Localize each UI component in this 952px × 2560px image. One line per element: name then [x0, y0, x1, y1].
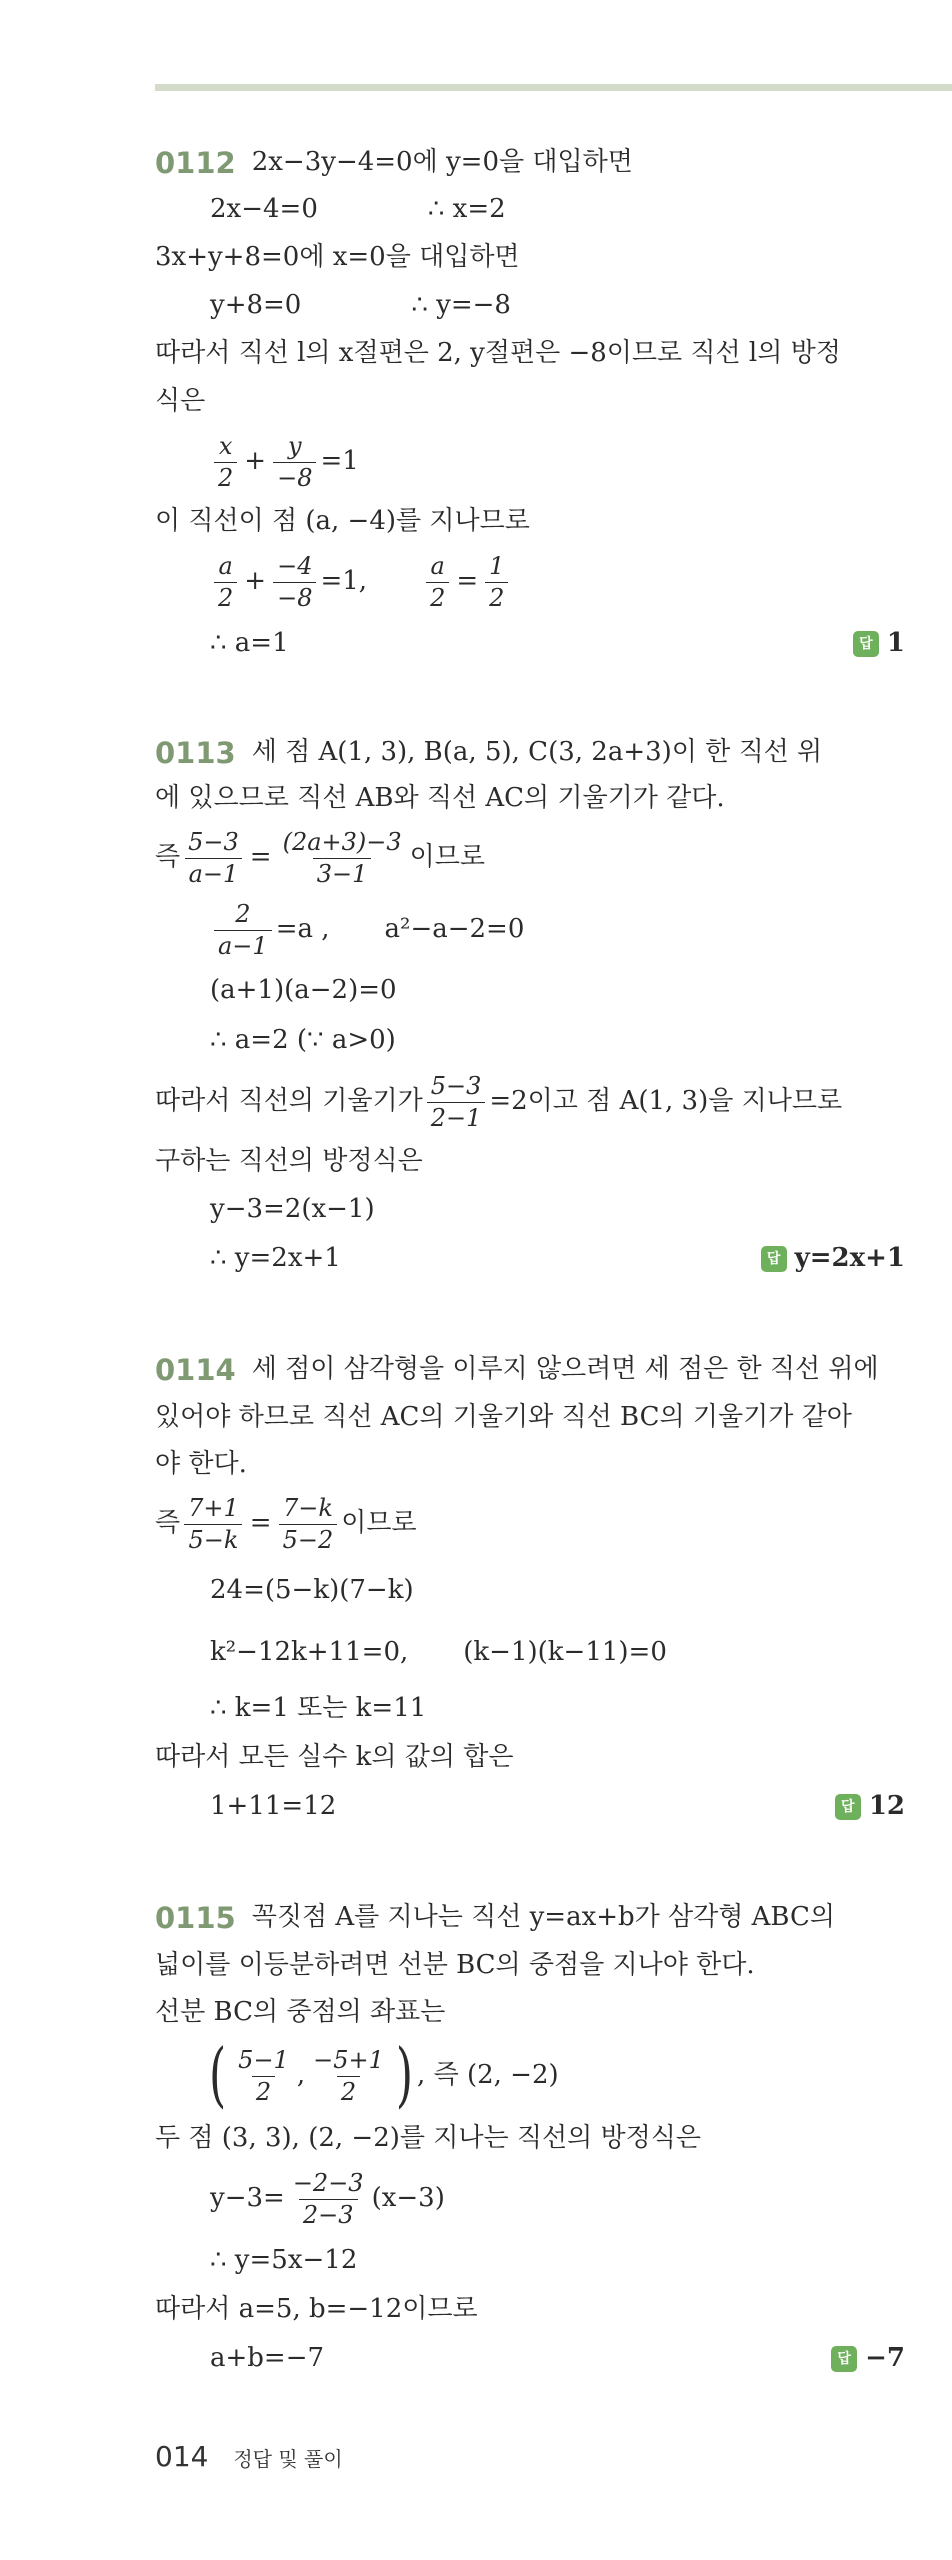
answer-badge: 답 [831, 2346, 857, 2372]
numerator: y [287, 431, 302, 460]
text-line [155, 776, 905, 822]
equation: 1+11=12 [210, 1791, 337, 1822]
equation-line [155, 1234, 905, 1284]
fraction [214, 432, 237, 493]
text: 식은 [155, 386, 206, 417]
equation: ∴ k=1 또는 k=11 [210, 1693, 427, 1724]
equation: ∴ y=2x+1 [210, 1243, 341, 1274]
fraction [214, 900, 272, 961]
text-line: 세 점 A(1, 3), B(a, 5), C(3, 2a+3)이 한 직선 위 [251, 737, 823, 768]
text: 넓이를 이등분하려면 선분 BC의 중점을 지나야 한다. [155, 1950, 755, 1981]
text: 야 한다. [155, 1449, 247, 1480]
answer [761, 1243, 905, 1274]
problem-0115-header [155, 1894, 905, 1942]
equation: 2x−4=0 [210, 194, 318, 225]
text: 따라서 직선 l의 x절편은 2, y절편은 −8이므로 직선 l의 방정 [155, 338, 841, 369]
numerator: 1 [489, 551, 505, 580]
equation-line [155, 618, 905, 670]
denominator: 2 [252, 2076, 275, 2107]
equation: 24=(5−k)(7−k) [210, 1575, 414, 1606]
problem-number: 0113 [155, 735, 236, 770]
equation-line [155, 2334, 905, 2384]
answer-value: y=2x+1 [794, 1243, 905, 1274]
equation: ∴ a=2 (∵ a>0) [210, 1025, 396, 1056]
equation-line [155, 1186, 905, 1234]
answer-value: −7 [865, 2343, 905, 2374]
equation-line: $\frac{x}{2}$ + $\frac{y}{-8}$ =1 [155, 426, 905, 498]
answer-badge: 답 [853, 631, 879, 657]
problem-number: 0112 [155, 145, 236, 180]
answer [831, 2343, 905, 2374]
text-line [155, 1442, 905, 1488]
fraction [309, 2046, 388, 2107]
denominator: 2−3 [299, 2199, 358, 2230]
text: 따라서 직선의 기울기가 [155, 1086, 423, 1117]
text-line: 2x−3y−4=0에 y=0을 대입하면 [251, 147, 633, 178]
text-line [155, 1394, 905, 1442]
denominator: 2 [214, 462, 237, 493]
text: 구하는 직선의 방정식은 [155, 1146, 423, 1177]
problem-0114-header [155, 1346, 905, 1394]
equation-line: 즉 $\frac{7+1}{5-k}$ = $\frac{7-k}{5-2}$ 이므로 [155, 1493, 417, 1554]
equation-line [155, 1016, 905, 1066]
answer-badge: 답 [835, 1794, 861, 1820]
numerator: 7−k [282, 1493, 333, 1522]
denominator: 5−2 [279, 1524, 338, 1555]
equation-rest: =a , [275, 914, 330, 945]
numerator: −5+1 [313, 2045, 384, 2074]
fraction [273, 432, 316, 493]
equation-line [155, 966, 905, 1016]
fraction [427, 1072, 486, 1133]
equation-line [155, 1622, 905, 1684]
equation: (k−1)(k−11)=0 [463, 1637, 667, 1668]
equation-line [155, 1066, 905, 1138]
text: 있어야 하므로 직선 AC의 기울기와 직선 BC의 기울기가 같아 [155, 1402, 852, 1433]
text-line [155, 234, 905, 282]
text-line [155, 1990, 905, 2036]
denominator: −8 [273, 462, 316, 493]
denominator: a−1 [185, 858, 243, 889]
equation-line [155, 2236, 905, 2286]
equation-line [155, 1684, 905, 1734]
text-line: 꼭짓점 A를 지나는 직선 y=ax+b가 삼각형 ABC의 [251, 1902, 836, 1933]
denominator: −8 [273, 582, 316, 613]
numerator: (2a+3)−3 [282, 827, 402, 856]
numerator: x [218, 431, 233, 460]
denominator: 2−1 [427, 1102, 486, 1133]
equation: y+8=0 [210, 290, 302, 321]
equation-rest: (x−3) [371, 2183, 445, 2214]
numerator: 2 [235, 899, 251, 928]
text: 이므로 [409, 842, 485, 873]
equation: y−3=2(x−1) [210, 1194, 375, 1225]
equation: a+b=−7 [210, 2343, 325, 2374]
fraction [184, 828, 243, 889]
fraction [279, 828, 406, 889]
answer-value: 1 [886, 628, 905, 659]
numerator: −4 [277, 551, 313, 580]
text-line [155, 1734, 905, 1782]
text-line [155, 498, 905, 546]
fraction [485, 552, 508, 613]
text: 따라서 a=5, b=−12이므로 [155, 2294, 478, 2325]
equation-line [155, 1560, 905, 1622]
text: 두 점 (3, 3), (2, −2)를 지나는 직선의 방정식은 [155, 2123, 701, 2154]
text-line [155, 1942, 905, 1990]
equation-line: $\frac{a}{2}$ + $\frac{-4}{-8}$ =1, $\frac{a}{2}$ = $\frac{1}{2}$ [155, 546, 905, 618]
equation-rest: =1, [320, 566, 368, 597]
numerator: a [218, 551, 233, 580]
text-line [155, 2116, 905, 2162]
fraction [214, 552, 237, 613]
answer-badge: 답 [761, 1246, 787, 1272]
numerator: 5−3 [430, 1071, 482, 1100]
text: 에 있으므로 직선 AB와 직선 AC의 기울기가 같다. [155, 783, 725, 814]
text: =2이고 점 A(1, 3)을 지나므로 [489, 1086, 843, 1117]
text: 즉 [155, 1508, 181, 1539]
problem-0113-header [155, 730, 905, 776]
text-line [155, 330, 905, 378]
fraction [184, 1494, 243, 1555]
answer-value: 12 [868, 1791, 905, 1822]
numerator: 5−1 [238, 2045, 289, 2074]
equation-line: ( $\frac{5-1}{2}$ , $\frac{-5+1}{2}$ ) , 즉 (2, −2) [209, 2034, 559, 2116]
fraction [273, 552, 316, 613]
fraction [426, 552, 449, 613]
equation: ∴ y=5x−12 [210, 2245, 358, 2276]
equation-line [155, 894, 905, 966]
denominator: a−1 [214, 930, 272, 961]
fraction [234, 2046, 293, 2107]
equation-line [155, 2162, 905, 2236]
equation: y−3= [210, 2183, 285, 2214]
text-line [155, 1138, 905, 1186]
text: 이므로 [341, 1508, 417, 1539]
denominator: 2 [426, 582, 449, 613]
text-line [155, 378, 905, 426]
top-rule [155, 84, 952, 91]
equation-line [155, 186, 905, 234]
denominator: 2 [214, 582, 237, 613]
text: 3x+y+8=0에 x=0을 대입하면 [155, 242, 520, 273]
page-footer [155, 2440, 343, 2473]
problem-number: 0114 [155, 1352, 236, 1387]
denominator: 2 [337, 2076, 360, 2107]
text-line: 세 점이 삼각형을 이루지 않으려면 세 점은 한 직선 위에 [251, 1354, 879, 1385]
equation: (a+1)(a−2)=0 [210, 975, 397, 1006]
page-number: 014 [155, 2440, 209, 2473]
answer [835, 1791, 905, 1822]
text: 이 직선이 점 (a, −4)를 지나므로 [155, 506, 530, 537]
equation: a²−a−2=0 [384, 914, 525, 945]
equation-rest: 즉 (2, −2) [433, 2060, 559, 2091]
equation-rest: =1 [320, 446, 359, 477]
denominator: 5−k [184, 1524, 242, 1555]
numerator: −2−3 [292, 2168, 364, 2197]
solutions-content [155, 140, 905, 2384]
text-line [155, 2286, 905, 2334]
equation-line: 즉 $\frac{5-3}{a-1}$ = $\frac{(2a+3)-3}{3-1}$ 이므로 [155, 827, 485, 888]
fraction [289, 2169, 368, 2230]
equation-line [155, 282, 905, 330]
problem-0112-header [155, 140, 905, 186]
denominator: 3−1 [313, 858, 372, 889]
equation: ∴ y=−8 [411, 290, 511, 321]
equation: k²−12k+11=0, [210, 1637, 409, 1668]
numerator: 7+1 [188, 1493, 239, 1522]
text: 따라서 모든 실수 k의 값의 합은 [155, 1742, 514, 1773]
numerator: 5−3 [188, 827, 239, 856]
text: 즉 [155, 842, 181, 873]
text: 선분 BC의 중점의 좌표는 [155, 1997, 446, 2028]
fraction [279, 1494, 338, 1555]
denominator: 2 [485, 582, 508, 613]
numerator: a [430, 551, 445, 580]
equation: ∴ a=1 [210, 628, 289, 659]
answer [853, 628, 905, 659]
problem-number: 0115 [155, 1900, 236, 1935]
footer-label: 정답 및 풀이 [233, 2447, 343, 2471]
equation: ∴ x=2 [427, 194, 506, 225]
equation-line [155, 1782, 905, 1832]
